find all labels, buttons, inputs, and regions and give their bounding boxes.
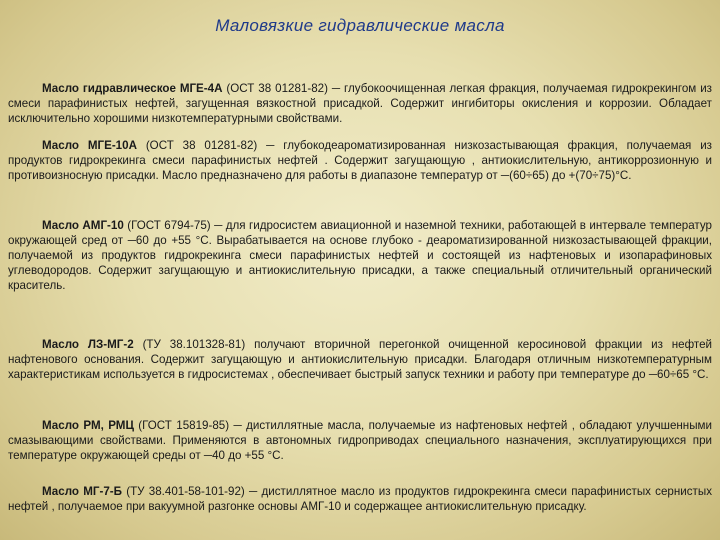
oil-name: Масло МГ-7-Б <box>42 484 122 498</box>
paragraph-lz-mg-2 <box>8 337 712 383</box>
oil-name: Масло гидравлическое МГЕ-4А <box>42 81 223 95</box>
oil-description: (ОСТ 38 01281-82) ─ глубокоочищенная легкая фракция, получаемая гидрокрекингом из смеси парафинистых нефтей, загущенная вязкостной присадкой. Содержит ингибиторы окисления и коррозии. Обладает исключительно хорошими низкотемпературными свойствами. <box>8 81 712 125</box>
oil-description: (ОСТ 38 01281-82) ─ глубокодеароматизированная низкозастывающая фракция, получаемая из продуктов гидрокрекинга смеси парафинистых нефтей . Содержит загущающую , антиокислительную, антикоррозионную и противоизносную присадки. Масло предназначено для работы в диапазоне температур от ─(60÷65) до +(70÷75)°С. <box>8 138 712 182</box>
oil-name: Масло МГЕ-10А <box>42 138 137 152</box>
oil-name: Масло АМГ-10 <box>42 218 124 232</box>
oil-description: (ГОСТ 6794-75) ─ для гидросистем авиационной и наземной техники, работающей в интервале температур окружающей сред от ─60 до +55 °С. Вырабатывается на основе глубоко - деароматизированной низкозастывающей фракции, получаемой из продуктов гидрокрекинга смеси парафинистых нефтей и состоящей из нафтеновых и изопарафиновых углеводородов. Содержит загущающую и антиокислительную присадки, а также специальный отличительный органический краситель. <box>8 218 712 293</box>
paragraph-amg-10 <box>8 218 712 294</box>
paragraph-rm-rmc <box>8 418 712 464</box>
paragraph-mg-7-b <box>8 484 712 514</box>
oil-description: (ТУ 38.401-58-101-92) ─ дистиллятное масло из продуктов гидрокрекинга смеси парафинистых сернистых нефтей , получаемое при вакуумной разгонке основы АМГ-10 и содержащее антиокислительную присадку. <box>8 484 712 513</box>
paragraph-mge-10a <box>8 138 712 184</box>
paragraph-mge-4a <box>8 81 712 127</box>
slide-title: Маловязкие гидравлические масла <box>215 16 505 35</box>
oil-description: (ГОСТ 15819-85) ─ дистиллятные масла, получаемые из нафтеновых нефтей , обладают улучшенными смазывающими свойствами. Применяются в автономных гидроприводах специального назначения, эксплуатирующихся при температуре окружающей среды от ─40 до +55 °С. <box>8 418 712 462</box>
oil-description: (ТУ 38.101328-81) получают вторичной перегонкой очищенной керосиновой фракции из нефтей нафтенового основания. Содержит загущающую и антиокислительную присадки. Благодаря отличным низкотемпературным характеристикам используется в гидросистемах , обеспечивает быстрый запуск техники и работу при температуре до ─60÷65 °С. <box>8 337 713 381</box>
oil-name: Масло РМ, РМЦ <box>42 418 134 432</box>
oil-name: Масло ЛЗ-МГ-2 <box>42 337 134 351</box>
